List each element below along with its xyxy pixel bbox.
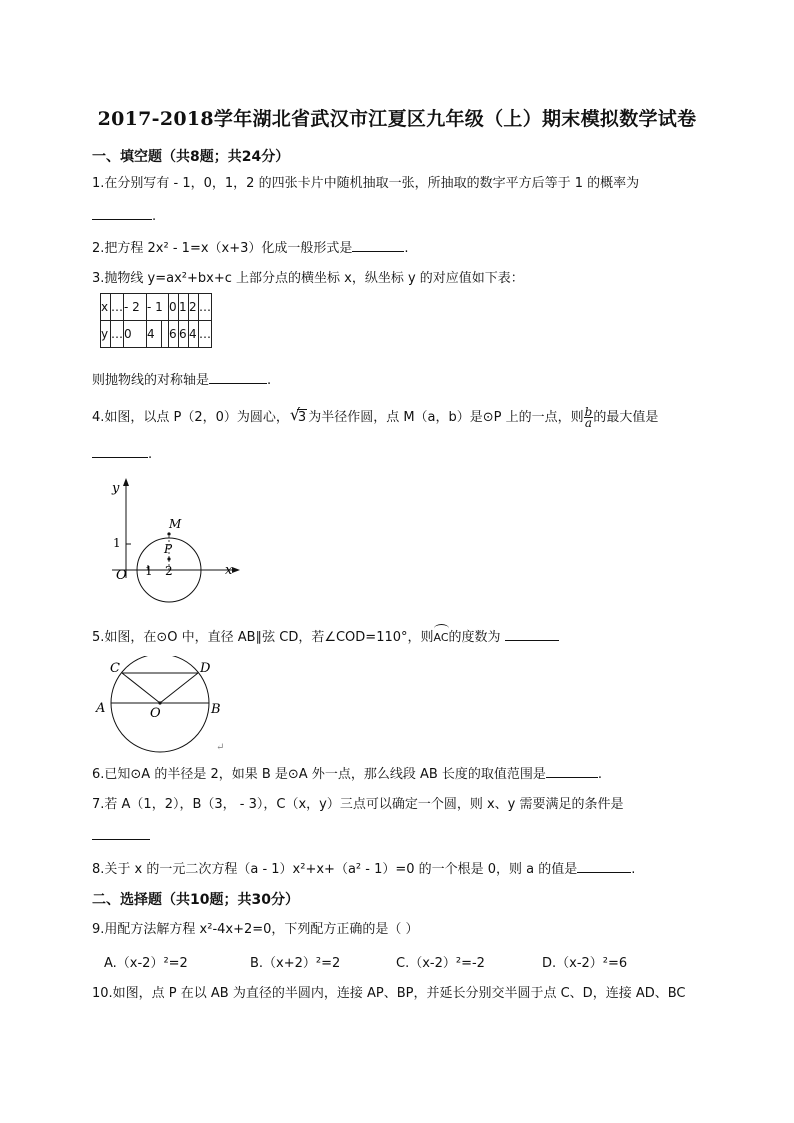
question-6-text: 6.已知⊙A 的半径是 2，如果 B 是⊙A 外一点，那么线段 AB 长度的取值范围是 <box>92 767 546 782</box>
question-9 <box>92 921 419 939</box>
question-7 <box>92 796 624 814</box>
point-m-label: M <box>169 517 182 531</box>
tick-label-x1: 1 <box>145 564 153 578</box>
question-3-followup-text: 则抛物线的对称轴是 <box>92 373 210 388</box>
question-4-answer-line <box>92 444 152 464</box>
segment-od <box>160 673 198 703</box>
point-o <box>158 701 161 704</box>
table-cell: 4 <box>147 321 162 348</box>
page-title: 2017-2018学年湖北省武汉市江夏区九年级（上）期末模拟数学试卷 <box>97 108 697 130</box>
table-cell <box>162 321 169 348</box>
answer-blank[interactable] <box>505 627 559 641</box>
table-cell: 1 <box>179 294 189 321</box>
answer-blank[interactable] <box>577 859 631 873</box>
tick-label-y: 1 <box>113 536 121 550</box>
option-d[interactable]: D.（x-2）²=6 <box>542 956 628 971</box>
answer-blank[interactable] <box>92 444 148 458</box>
answer-blank[interactable] <box>209 370 267 384</box>
point-m <box>167 532 170 535</box>
y-label: y <box>112 481 120 496</box>
return-mark: ↵ <box>216 742 225 753</box>
fraction <box>584 407 594 428</box>
x-label: x <box>225 563 233 578</box>
question-3 <box>92 270 524 288</box>
question-1 <box>92 175 639 193</box>
origin-label: O <box>116 568 127 583</box>
question-7-text: 7.若 A（1，2），B（3， - 3），C（x，y）三点可以确定一个圆，则 x、y 需要满足的条件是 <box>92 797 624 812</box>
option-a[interactable]: A.（x-2）²=2 <box>104 956 188 971</box>
radicand: 3 <box>297 410 307 425</box>
question-4-text: 为半径作圆，点 M（a，b）是⊙P 上的一点，则 <box>308 410 584 425</box>
table-cell: 6 <box>179 321 189 348</box>
sqrt-expression <box>289 405 307 427</box>
table-cell: 4 <box>189 321 199 348</box>
question-4 <box>92 407 658 428</box>
table-cell: - 1 <box>147 294 169 321</box>
question-2-text: 2.把方程 2x² - 1=x（x+3）化成一般形式是 <box>92 241 353 256</box>
punctuation: . <box>404 241 409 256</box>
arc-notation: AC <box>434 624 449 647</box>
y-axis-arrow <box>123 478 129 486</box>
radical-sign: √ <box>289 405 301 424</box>
question-1-text: 1.在分别写有 - 1，0，1，2 的四张卡片中随机抽取一张，所抽取的数字平方后等于 1 的概率为 <box>92 176 640 191</box>
question-4-text: 4.如图，以点 P（2，0）为圆心， <box>92 410 289 425</box>
question-1-answer-line <box>92 206 156 226</box>
section-heading-fill-in: 一、填空题（共8题；共24分） <box>92 149 290 165</box>
answer-blank[interactable] <box>352 238 404 252</box>
question-5-text: 的度数为 <box>448 630 501 645</box>
question-10 <box>92 985 686 1003</box>
denominator: a <box>584 416 593 430</box>
answer-blank[interactable] <box>546 764 598 778</box>
label-d: D <box>200 661 211 676</box>
answer-blank[interactable] <box>92 206 152 220</box>
question-10-text: 10.如图，点 P 在以 AB 为直径的半圆内，连接 AP、BP，并延长分别交半圆于点 C、D，连接 AD、BC <box>92 986 686 1001</box>
label-o: O <box>150 706 161 721</box>
table-cell: y <box>101 321 111 348</box>
question-7-answer-line <box>92 826 150 846</box>
question-4-text: 的最大值是 <box>593 410 659 425</box>
question-5-text: 5.如图，在⊙O 中，直径 AB∥弦 CD，若∠COD=110°，则 <box>92 630 434 645</box>
tick-label-x2: 2 <box>165 564 173 578</box>
table-cell: x <box>101 294 111 321</box>
numerator: b <box>584 405 593 419</box>
punctuation: . <box>152 209 157 224</box>
table-cell: … <box>199 321 212 348</box>
punctuation: . <box>148 447 153 462</box>
question-5 <box>92 624 559 647</box>
question-8-text: 8.关于 x 的一元二次方程（a - 1）x²+x+（a² - 1）=0 的一个根是 0，则 a 的值是 <box>92 862 578 877</box>
table-cell: … <box>111 321 124 348</box>
question-6 <box>92 764 602 784</box>
punctuation: . <box>597 767 603 782</box>
punctuation: . <box>267 373 272 388</box>
point-p <box>167 557 170 560</box>
table-cell: 6 <box>169 321 179 348</box>
table-cell: … <box>111 294 124 321</box>
question-3-text: 3.抛物线 y=ax²+bx+c 上部分点的横坐标 x，纵坐标 y 的对应值如下表： <box>92 271 524 286</box>
option-b[interactable]: B.（x+2）²=2 <box>250 956 341 971</box>
table-cell: - 2 <box>124 294 147 321</box>
x-axis-arrow <box>232 567 240 573</box>
question-2 <box>92 238 409 258</box>
table-cell: 0 <box>169 294 179 321</box>
question-3-followup <box>92 370 271 390</box>
label-a: A <box>96 701 106 716</box>
table-cell: 0 <box>124 321 147 348</box>
circle-coordinate-figure <box>96 474 246 606</box>
label-b: B <box>211 702 221 717</box>
question-8 <box>92 859 635 879</box>
question-9-text: 9.用配方法解方程 x²-4x+2=0，下列配方正确的是（ ） <box>92 922 419 937</box>
table-cell: 2 <box>189 294 199 321</box>
segment-oc <box>122 673 160 703</box>
option-c[interactable]: C.（x-2）²=-2 <box>396 956 485 971</box>
label-c: C <box>110 661 120 676</box>
section-heading-multiple-choice: 二、选择题（共10题；共30分） <box>92 892 299 908</box>
answer-blank[interactable] <box>92 826 150 840</box>
circle-chord-figure <box>94 656 244 756</box>
point-p-label: P <box>164 542 173 556</box>
table-row <box>101 321 212 348</box>
punctuation: . <box>631 862 636 877</box>
table-cell: … <box>199 294 212 321</box>
table-row <box>101 294 212 321</box>
value-table <box>100 293 212 348</box>
